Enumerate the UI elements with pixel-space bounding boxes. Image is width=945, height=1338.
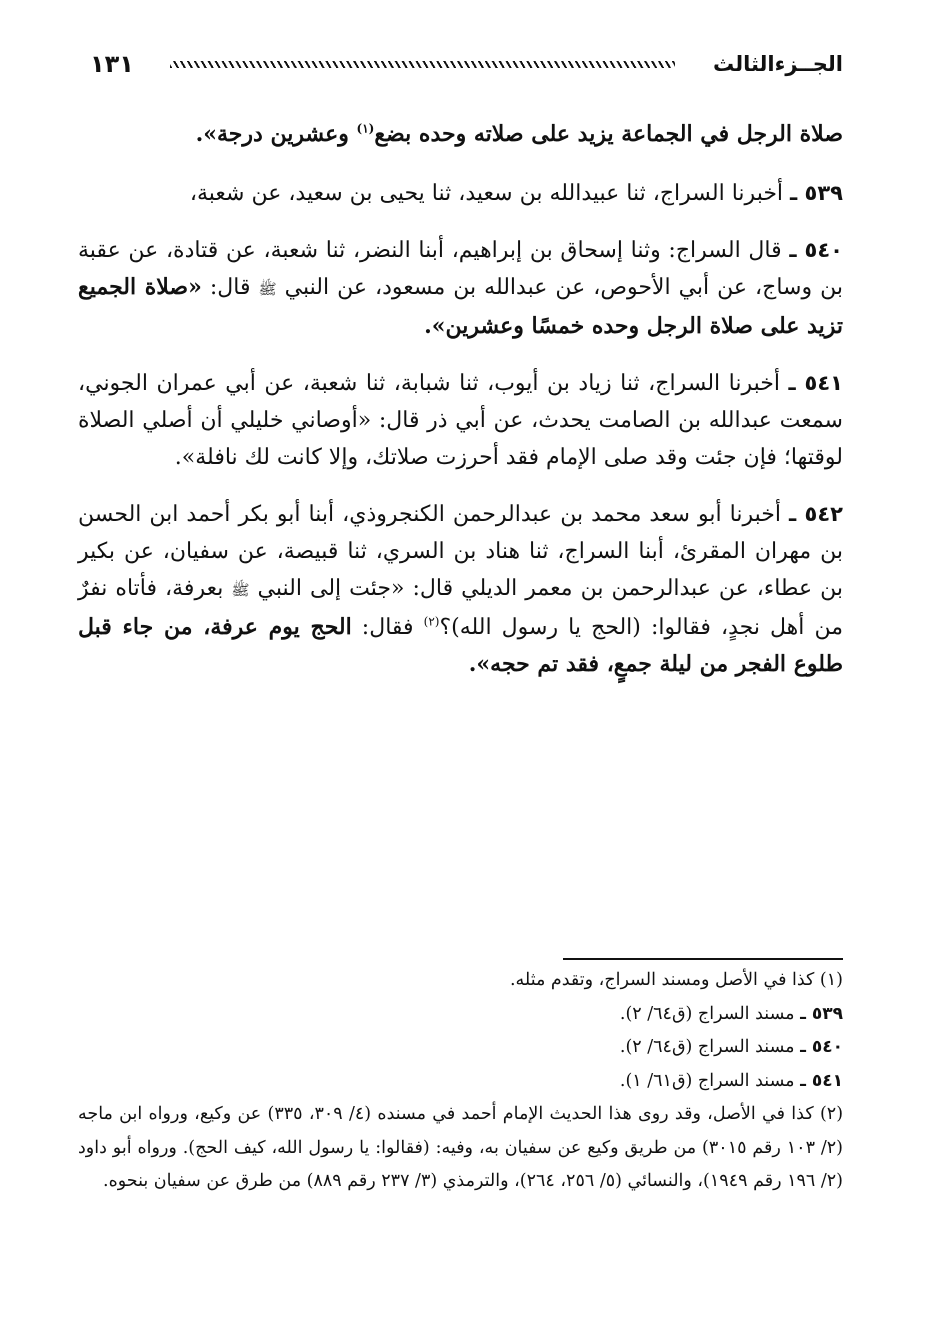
hadith-number: ٥٤٠ ـ	[789, 238, 843, 262]
footnote-number: ٥٣٩ ـ	[800, 1003, 843, 1024]
hadith-quote: الحج يوم عرفة، من جاء قبل طلوع الفجر من ليلة جمعٍ، فقد تم حجه».	[78, 614, 843, 677]
page-body	[78, 116, 843, 683]
paragraph-text: صلاة الرجل في الجماعة يزيد على صلاته وحده بضع	[374, 121, 843, 147]
hadith-text: أخبرنا السراج، ثنا زياد بن أيوب، ثنا شبابة، ثنا شعبة، عن أبي عمران الجوني، سمعت عبدالله بن الصامت يحدث، عن أبي ذر قال: «أوصاني خليلي أن أصلي الصلاة لوقتها؛ فإن جئت وقد صلى الإمام فقد أحرزت صلاتك، وإلا كانت لك نافلة».	[78, 371, 843, 470]
header-hatch-rule	[170, 61, 675, 68]
salawat-glyph: ﷺ	[231, 581, 250, 599]
hadith-number: ٥٤٢ ـ	[789, 502, 843, 526]
footnote-text: مسند السراج (ق٦٤/ ٢).	[619, 1037, 801, 1057]
hadith-542	[78, 496, 843, 683]
book-page	[78, 40, 844, 1191]
hadith-541	[78, 365, 843, 476]
page-number: ١٣١	[90, 50, 134, 78]
footnote-source-540	[78, 1031, 843, 1065]
footnote-number: ٥٤٠ ـ	[800, 1037, 843, 1057]
hadith-text: أخبرنا أبو سعد محمد بن عبدالرحمن الكنجروذي، أبنا أبو بكر أحمد ابن الحسن بن مهران المقرئ، أبنا السراج، ثنا هناد بن السري، ثنا قبيصة، عن سفيان، عن بكير بن عطاء، عن عبدالرحمن بن معمر الديلي قال: «جئت إلى النبي	[78, 502, 843, 601]
footnote-source-539	[78, 998, 843, 1032]
footnote-2: (٢) كذا في الأصل، وقد روى هذا الحديث الإمام أحمد في مسنده (٤/ ٣٠٩، ٣٣٥) عن وكيع، ورواه ابن ماجه (٢/ ١٠٣ رقم ٣٠١٥) من طريق وكيع عن سفيان به، وفيه: (فقالوا: يا رسول الله، كيف الحج). ورواه أبو داود (٢/ ١٩٦ رقم ١٩٤٩)، والنسائي (٥/ ٢٥٦، ٢٦٤)، والترمذي (٣/ ٢٣٧ رقم ٨٨٩) من طرق عن سفيان بنحوه.	[78, 1104, 844, 1191]
footnotes	[78, 958, 843, 1199]
salawat-glyph: ﷺ	[258, 280, 277, 298]
page-header	[78, 40, 843, 88]
hadith-text-after: قال:	[201, 275, 259, 300]
hadith-number: ٥٤١ ـ	[788, 371, 843, 395]
hadith-539	[78, 175, 843, 212]
hadith-number: ٥٣٩ ـ	[790, 181, 843, 205]
footnote-text: مسند السراج (ق٦٤/ ٢).	[619, 1003, 801, 1024]
footnote-1: (١) كذا في الأصل ومسند السراج، وتقدم مثله.	[509, 970, 843, 990]
hadith-text-after: فقال:	[351, 615, 424, 640]
hadith-text: أخبرنا السراج، ثنا عبيدالله بن سعيد، ثنا يحيى بن سعيد، عن شعبة،	[189, 181, 791, 206]
footnote-text: مسند السراج (ق٦١/ ١).	[619, 1070, 801, 1091]
paragraph-continuation	[78, 116, 843, 153]
footnote-ref[interactable]: (١)	[356, 121, 375, 136]
hadith-540	[78, 232, 843, 345]
paragraph-text-after: وعشرين درجة».	[195, 121, 357, 147]
footnote-number: ٥٤١ ـ	[800, 1070, 843, 1091]
hadith-text-after: بعرفة، فأتاه نفرٌ من أهل نجدٍ، فقالوا: (الحج يا رسول الله)؟	[78, 576, 843, 640]
hadith-quote: «صلاة الجميع تزيد على صلاة الرجل وحده خمسًا وعشرين».	[78, 274, 843, 339]
footnote-ref[interactable]: (٢)	[423, 614, 440, 629]
running-title: الجــزءالثالث	[712, 52, 843, 76]
footnote-rule	[563, 958, 843, 960]
hadith-text: قال السراج: وثنا إسحاق بن إبراهيم، أبنا النضر، ثنا شعبة، عن قتادة، عن عقبة بن وساج، عن أبي الأحوص، عن عبدالله بن مسعود، عن النبي	[78, 238, 844, 300]
footnote-source-541	[78, 1065, 843, 1099]
